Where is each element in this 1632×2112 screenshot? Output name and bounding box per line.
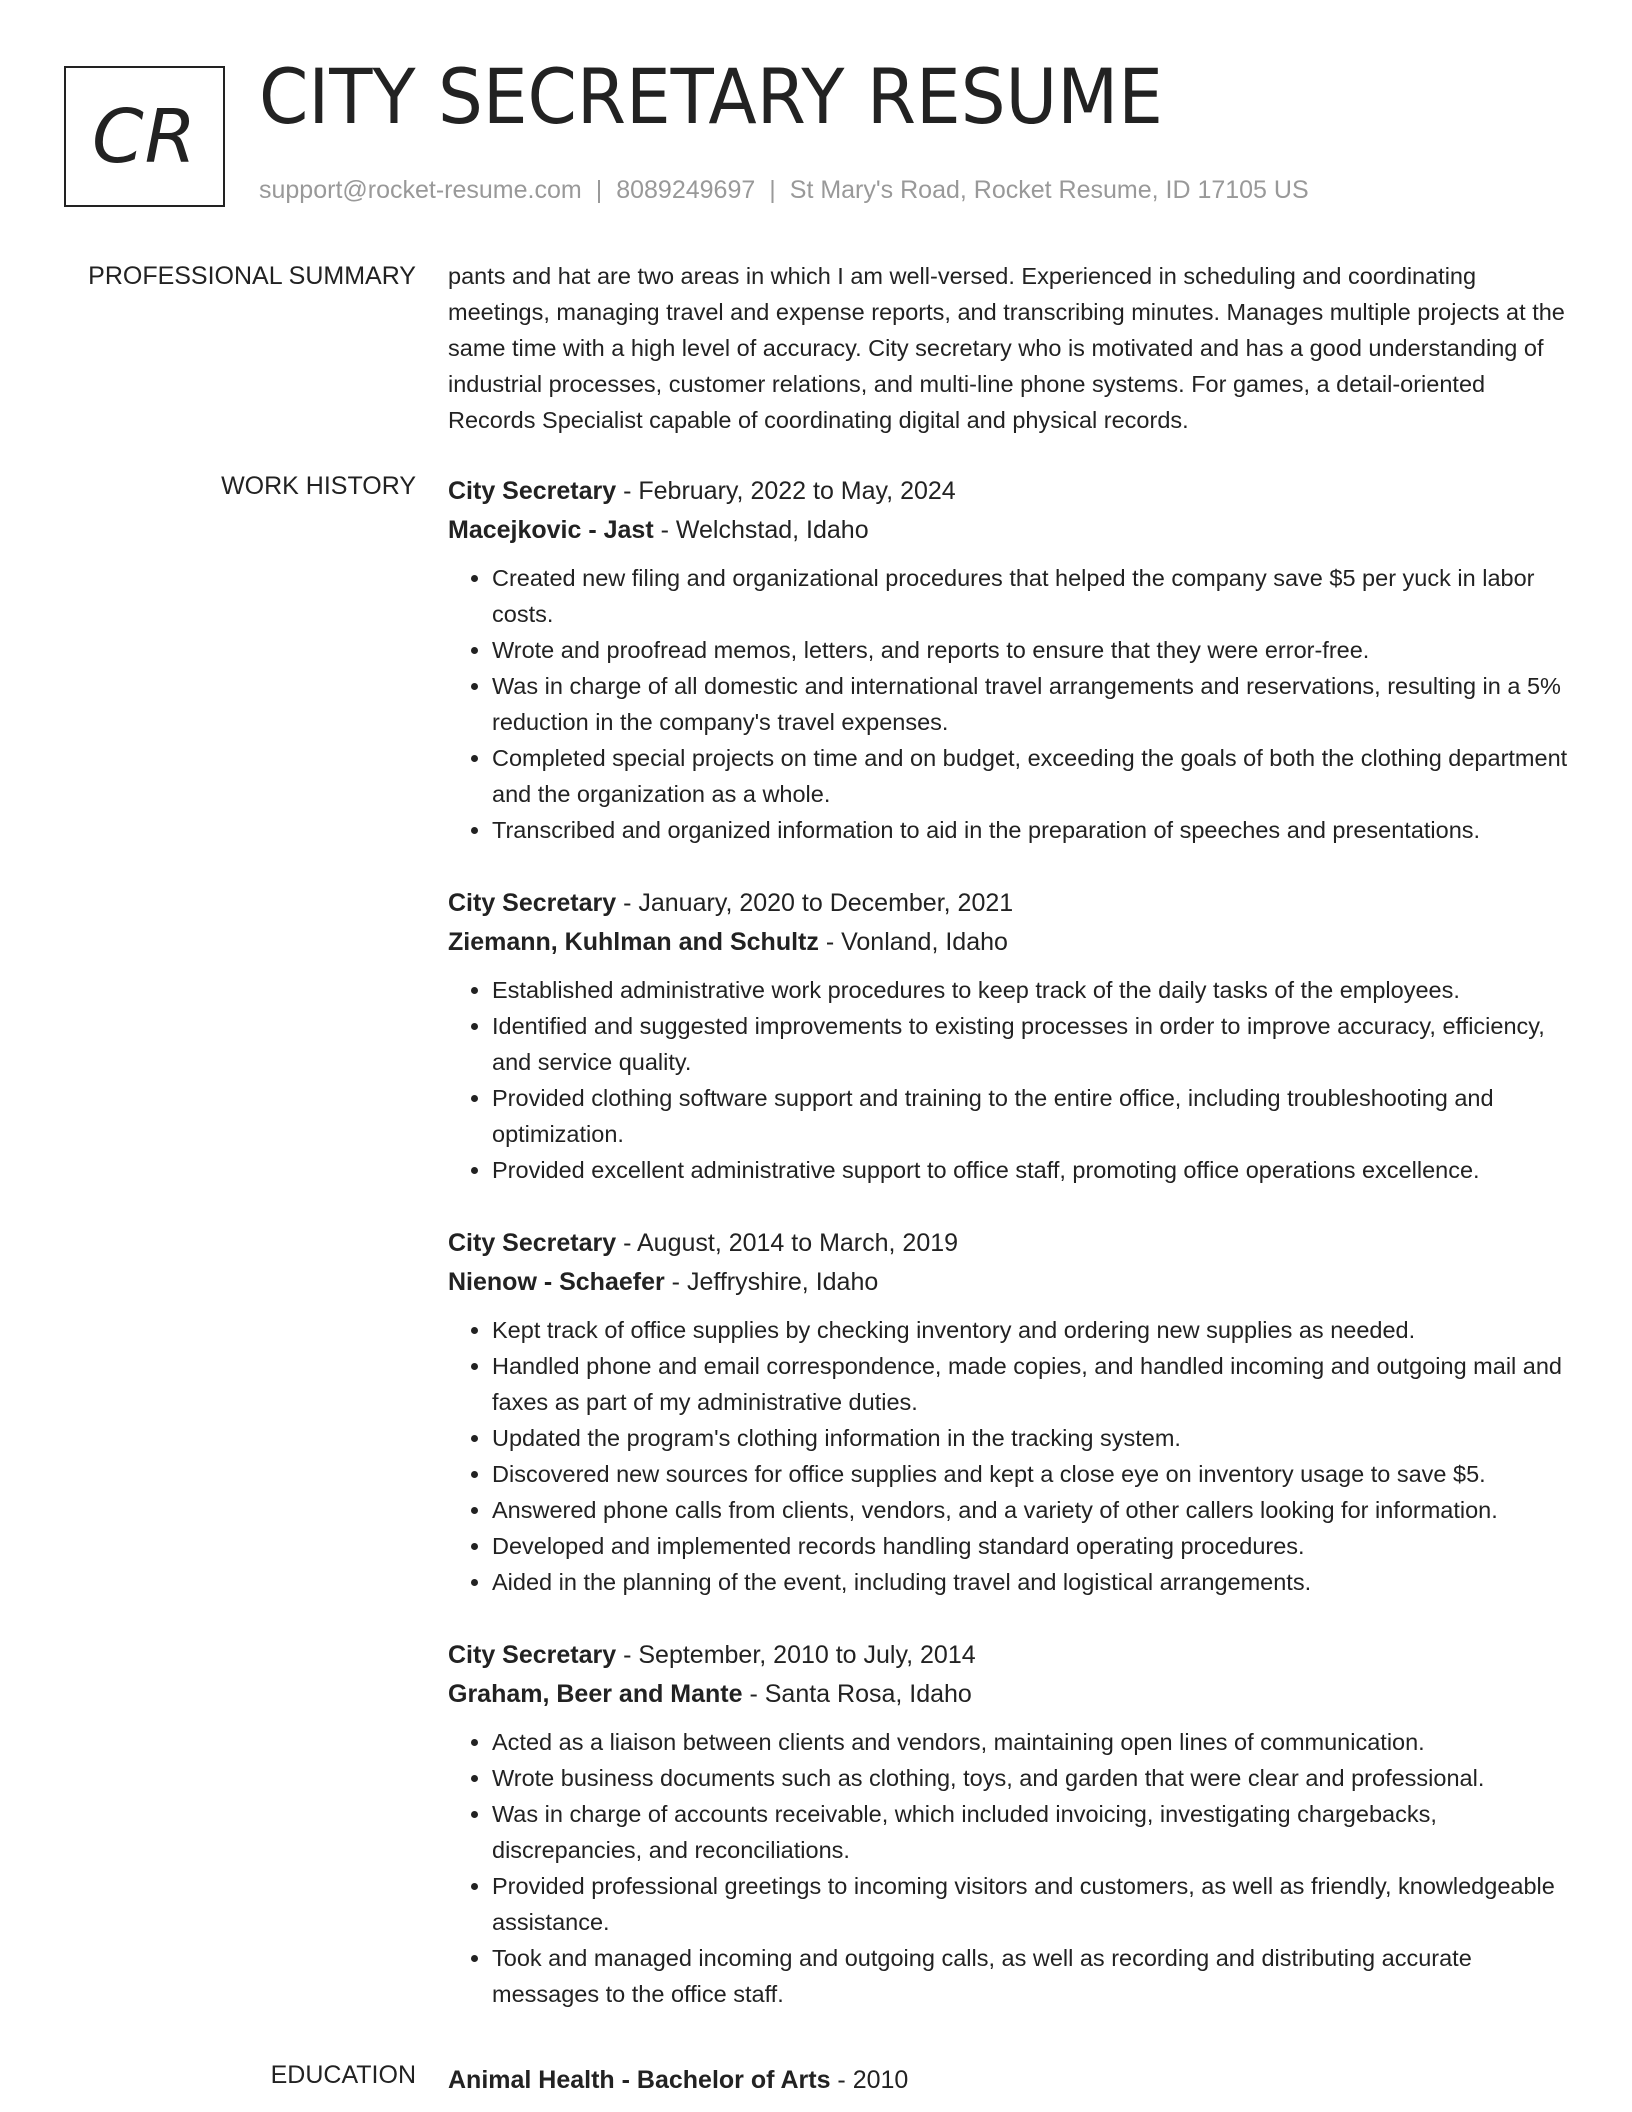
job-entry bbox=[448, 1224, 1568, 1600]
job-bullet: • Wrote business documents such as clothing, toys, and garden that were clear and professional. bbox=[492, 1760, 1568, 1796]
job-bullet: • Aided in the planning of the event, including travel and logistical arrangements. bbox=[492, 1564, 1568, 1600]
job-entry bbox=[448, 884, 1568, 1188]
contact-separator: | bbox=[769, 176, 776, 204]
job-bullet: • Kept track of office supplies by checking inventory and ordering new supplies as needed. bbox=[492, 1312, 1568, 1348]
job-title-line bbox=[448, 884, 1568, 923]
education-entry bbox=[448, 2061, 1568, 2100]
job-dates: - September, 2010 to July, 2014 bbox=[616, 1641, 976, 1669]
monogram-text: CR bbox=[91, 93, 198, 180]
job-company: Graham, Beer and Mante bbox=[448, 1680, 743, 1708]
job-bullet: • Discovered new sources for office supplies and kept a close eye on inventory usage to save $5. bbox=[492, 1456, 1568, 1492]
job-bullet: • Established administrative work procedures to keep track of the daily tasks of the employees. bbox=[492, 972, 1568, 1008]
section-label-summary: PROFESSIONAL SUMMARY bbox=[88, 262, 416, 290]
monogram-logo bbox=[64, 66, 225, 207]
job-bullet: • Acted as a liaison between clients and vendors, maintaining open lines of communication. bbox=[492, 1724, 1568, 1760]
section-label-education: EDUCATION bbox=[270, 2061, 416, 2089]
job-bullet: • Developed and implemented records handling standard operating procedures. bbox=[492, 1528, 1568, 1564]
job-bullet: • Was in charge of accounts receivable, which included invoicing, investigating chargebacks, discrepancies, and reconciliations. bbox=[492, 1796, 1568, 1868]
job-bullet: • Created new filing and organizational procedures that helped the company save $5 per yuck in labor costs. bbox=[492, 560, 1568, 632]
job-dates: - February, 2022 to May, 2024 bbox=[616, 477, 956, 505]
job-bullet-list bbox=[448, 560, 1568, 848]
contact-email: support@rocket-resume.com bbox=[259, 176, 582, 204]
job-title-line bbox=[448, 472, 1568, 511]
summary-text: pants and hat are two areas in which I am well-versed. Experienced in scheduling and coordinating meetings, managing travel and expense reports, and transcribing minutes. Manages multiple projects at the same time with a high level of accuracy. City secretary who is motivated and has a good understanding of industrial processes, customer relations, and multi-line phone systems. For games, a detail-oriented Records Specialist capable of coordinating digital and physical records. bbox=[448, 263, 1565, 433]
job-entry bbox=[448, 472, 1568, 848]
job-location: - Santa Rosa, Idaho bbox=[742, 1680, 972, 1708]
job-company: Macejkovic - Jast bbox=[448, 516, 654, 544]
job-dates: - January, 2020 to December, 2021 bbox=[616, 889, 1014, 917]
education-degree: Animal Health - Bachelor of Arts bbox=[448, 2066, 831, 2094]
job-list bbox=[448, 472, 1568, 2048]
job-bullet: • Provided clothing software support and training to the entire office, including troubleshooting and optimization. bbox=[492, 1080, 1568, 1152]
job-location: - Vonland, Idaho bbox=[818, 928, 1008, 956]
job-company: Ziemann, Kuhlman and Schultz bbox=[448, 928, 819, 956]
section-label-work-history: WORK HISTORY bbox=[221, 472, 416, 500]
job-bullet: • Transcribed and organized information to aid in the preparation of speeches and presentations. bbox=[492, 812, 1568, 848]
job-title-line bbox=[448, 1224, 1568, 1263]
job-title: City Secretary bbox=[448, 477, 617, 505]
contact-address: St Mary's Road, Rocket Resume, ID 17105 US bbox=[789, 176, 1309, 204]
contact-separator: | bbox=[595, 176, 603, 204]
resume-title: CITY SECRETARY RESUME bbox=[259, 52, 1163, 141]
job-location: - Jeffryshire, Idaho bbox=[664, 1268, 879, 1296]
job-company: Nienow - Schaefer bbox=[448, 1268, 665, 1296]
job-company-line bbox=[448, 923, 1568, 962]
job-bullet: • Was in charge of all domestic and international travel arrangements and reservations, resulting in a 5% reduction in the company's travel expenses. bbox=[492, 668, 1568, 740]
job-bullet: • Updated the program's clothing information in the tracking system. bbox=[492, 1420, 1568, 1456]
job-bullet: • Took and managed incoming and outgoing calls, as well as recording and distributing accurate messages to the office staff. bbox=[492, 1940, 1568, 2012]
job-dates: - August, 2014 to March, 2019 bbox=[616, 1229, 959, 1257]
contact-line bbox=[259, 176, 1309, 205]
job-bullet-list bbox=[448, 972, 1568, 1188]
job-bullet: • Provided professional greetings to incoming visitors and customers, as well as friendly, knowledgeable assistance. bbox=[492, 1868, 1568, 1940]
job-bullet: • Completed special projects on time and on budget, exceeding the goals of both the clothing department and the organization as a whole. bbox=[492, 740, 1568, 812]
job-title: City Secretary bbox=[448, 889, 617, 917]
job-bullet-list bbox=[448, 1724, 1568, 2012]
job-bullet-list bbox=[448, 1312, 1568, 1600]
job-bullet: • Provided excellent administrative support to office staff, promoting office operations excellence. bbox=[492, 1152, 1568, 1188]
job-company-line bbox=[448, 1675, 1568, 1714]
job-bullet: • Handled phone and email correspondence, made copies, and handled incoming and outgoing mail and faxes as part of my administrative duties. bbox=[492, 1348, 1568, 1420]
education-year: - 2010 bbox=[830, 2066, 909, 2094]
job-title: City Secretary bbox=[448, 1641, 617, 1669]
job-company-line bbox=[448, 1263, 1568, 1302]
job-entry bbox=[448, 1636, 1568, 2012]
job-title: City Secretary bbox=[448, 1229, 617, 1257]
job-bullet: • Wrote and proofread memos, letters, and reports to ensure that they were error-free. bbox=[492, 632, 1568, 668]
job-bullet: • Identified and suggested improvements to existing processes in order to improve accuracy, efficiency, and service quality. bbox=[492, 1008, 1568, 1080]
job-company-line bbox=[448, 511, 1568, 550]
job-bullet: • Answered phone calls from clients, vendors, and a variety of other callers looking for information. bbox=[492, 1492, 1568, 1528]
contact-phone: 8089249697 bbox=[616, 176, 756, 204]
job-location: - Welchstad, Idaho bbox=[653, 516, 869, 544]
job-title-line bbox=[448, 1636, 1568, 1675]
